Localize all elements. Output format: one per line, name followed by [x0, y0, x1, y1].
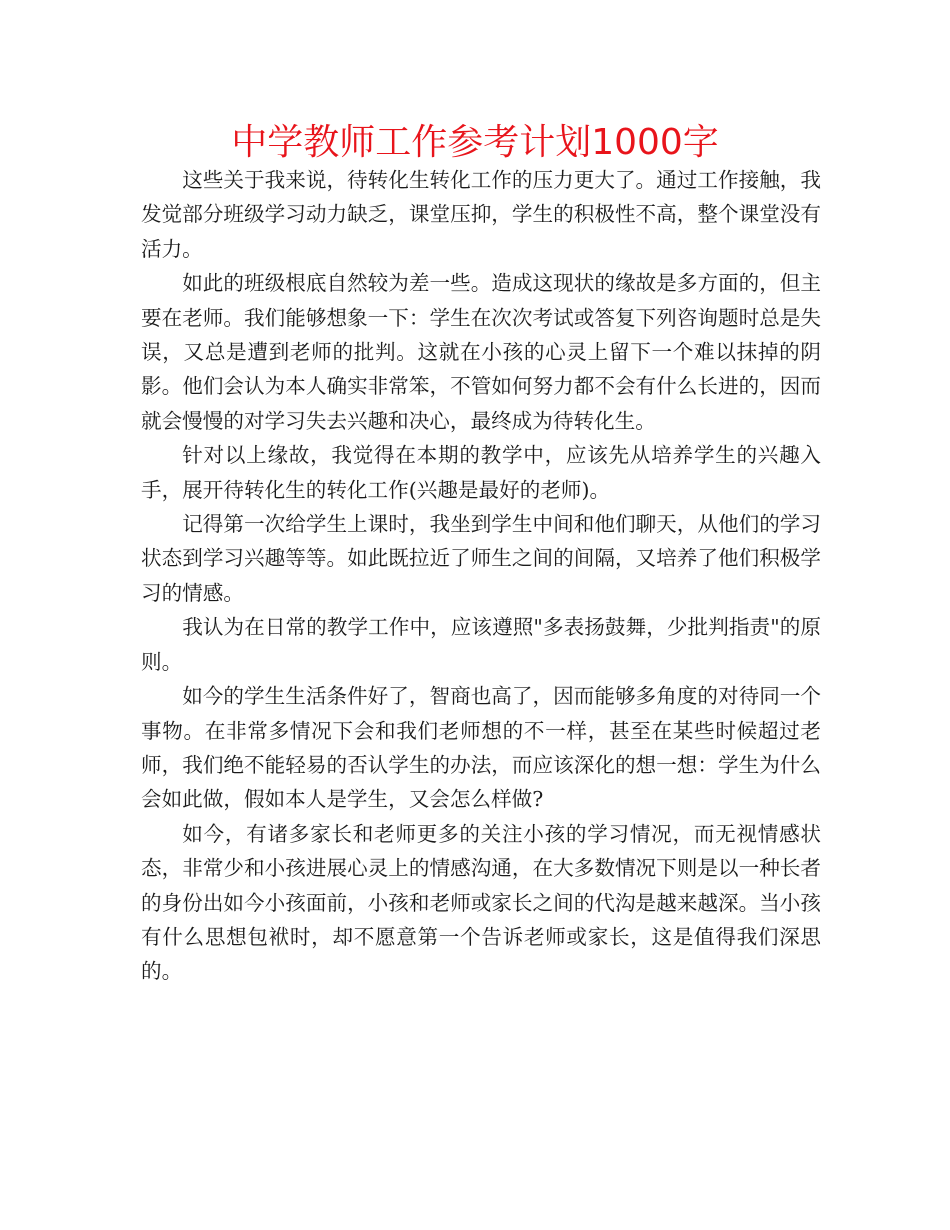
- document-title: 中学教师工作参考计划1000字: [231, 122, 719, 163]
- paragraph: 记得第一次给学生上课时，我坐到学生中间和他们聊天，从他们的学习状态到学习兴趣等等。如此既拉近了师生之间的间隔，又培养了他们积极学习的情感。: [141, 512, 821, 605]
- paragraph: 这些关于我来说，待转化生转化工作的压力更大了。通过工作接触，我发觉部分班级学习动力缺乏，课堂压抑，学生的积极性不高，整个课堂没有活力。: [141, 168, 821, 261]
- paragraph: 如今的学生生活条件好了，智商也高了，因而能够多角度的对待同一个事物。在非常多情况下会和我们老师想的不一样，甚至在某些时候超过老师，我们绝不能轻易的否认学生的办法，而应该深化的想一想：学生为什么会如此做，假如本人是学生，又会怎么样做?: [141, 684, 821, 812]
- paragraph: 如此的班级根底自然较为差一些。造成这现状的缘故是多方面的，但主要在老师。我们能够想象一下：学生在次次考试或答复下列咨询题时总是失误，又总是遭到老师的批判。这就在小孩的心灵上留下一个难以抹掉的阴影。他们会认为本人确实非常笨，不管如何努力都不会有什么长进的，因而就会慢慢的对学习失去兴趣和决心，最终成为待转化生。: [141, 271, 821, 433]
- paragraph: 如今，有诸多家长和老师更多的关注小孩的学习情况，而无视情感状态，非常少和小孩进展心灵上的情感沟通，在大多数情况下则是以一种长者的身份出如今小孩面前，小孩和老师或家长之间的代沟是越来越深。当小孩有什么思想包袱时，却不愿意第一个告诉老师或家长，这是值得我们深思的。: [141, 821, 821, 984]
- paragraph: 我认为在日常的教学工作中，应该遵照"多表扬鼓舞，少批判指责"的原则。: [141, 615, 821, 674]
- paragraph: 针对以上缘故，我觉得在本期的教学中，应该先从培养学生的兴趣入手，展开待转化生的转化工作(兴趣是最好的老师)。: [141, 443, 821, 502]
- document-body: [141, 163, 821, 989]
